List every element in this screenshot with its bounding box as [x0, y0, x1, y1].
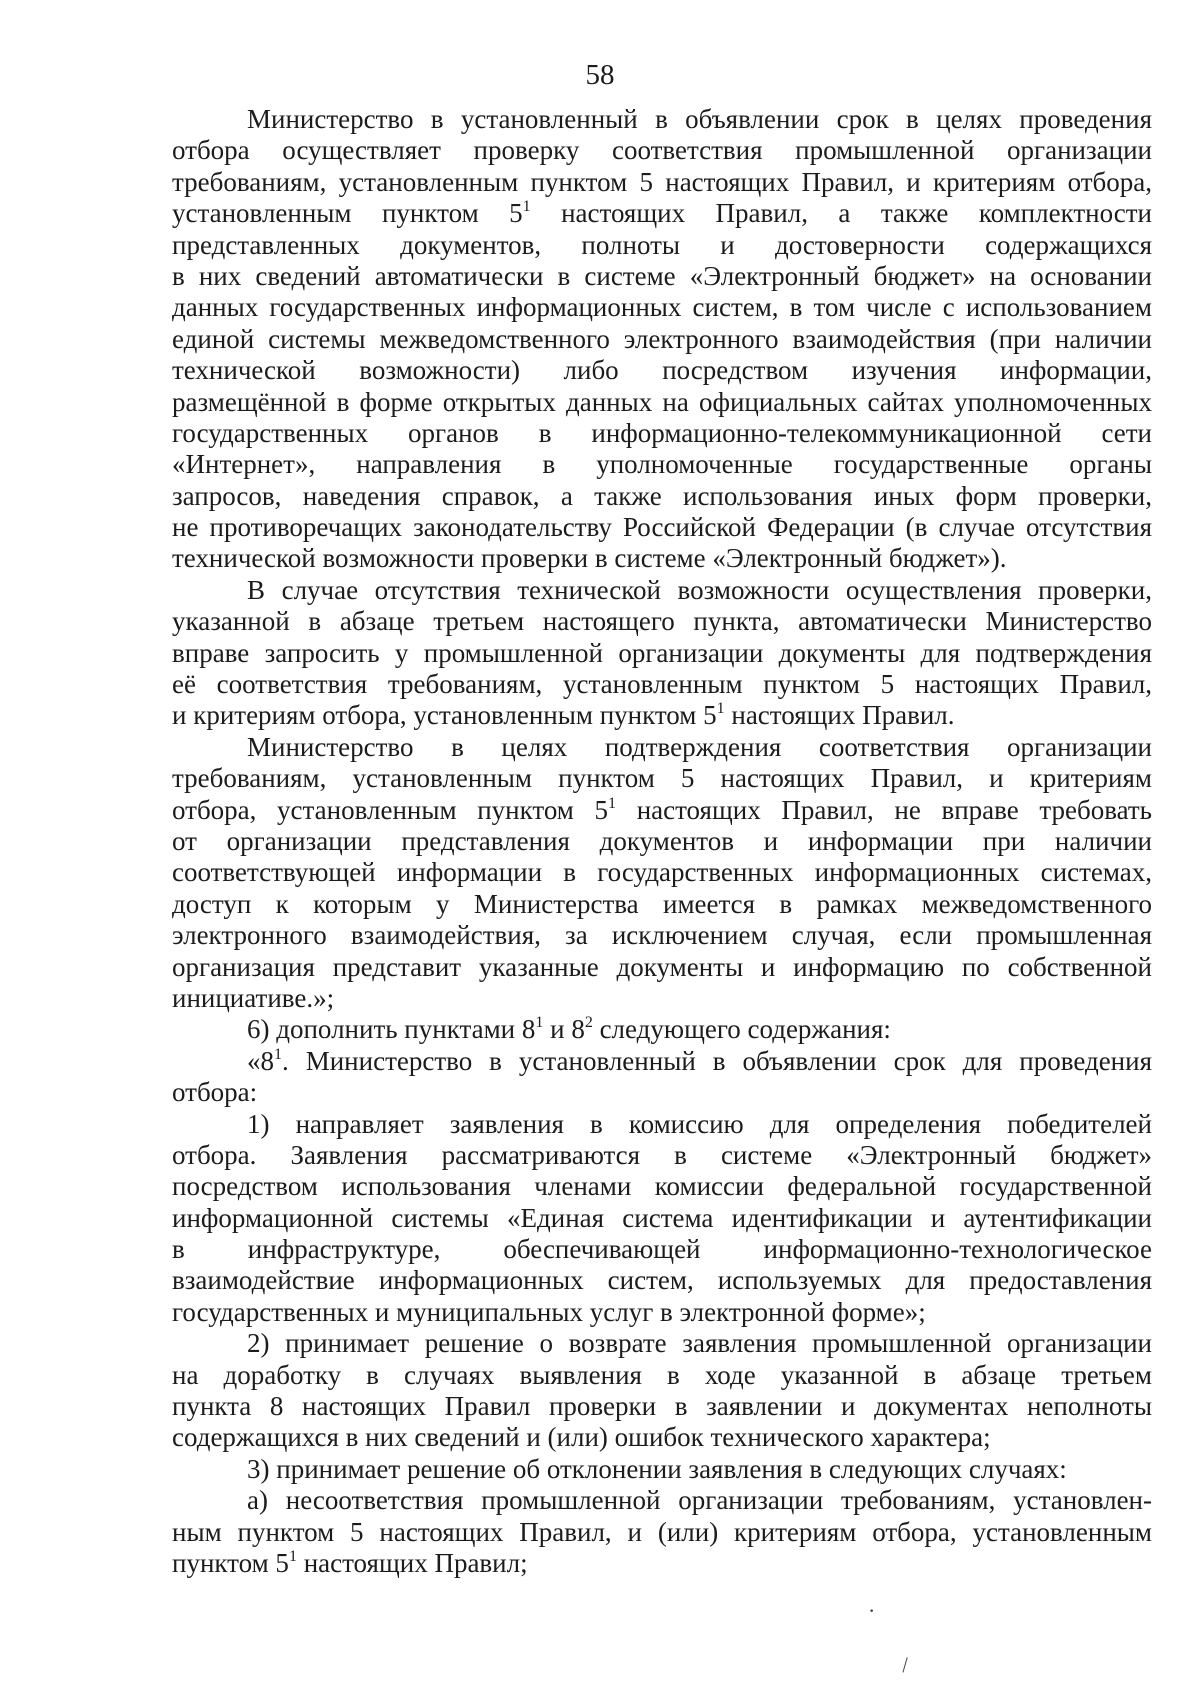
- line-text: данных государственных информационных систем, в том числе с использованием: [172, 292, 1152, 323]
- line-text: не противоречащих законодательству Российской Федерации (в случае отсутствия: [172, 512, 1152, 543]
- line-text: соответствующей информации в государственных информационных системах,: [172, 857, 1152, 888]
- text-line: [172, 543, 1152, 574]
- text-line: [172, 763, 1152, 794]
- superscript: 1: [288, 1547, 297, 1565]
- text-line: [172, 167, 1152, 198]
- text-line: [172, 1360, 1152, 1391]
- line-text: Министерство в целях подтверждения соответствия организации: [247, 731, 1152, 762]
- line-text: следующего содержания:: [592, 1014, 891, 1045]
- line-text: В случае отсутствия технической возможности осуществления проверки,: [247, 574, 1152, 605]
- line-text: посредством использования членами комиссии федеральной государственной: [172, 1171, 1152, 1202]
- line-text: отбора, установленным пунктом 5: [172, 794, 609, 825]
- line-text: пункта 8 настоящих Правил проверки в заявлении и документах неполноты: [172, 1391, 1152, 1422]
- paragraph: [172, 1485, 1152, 1579]
- text-line: [172, 983, 1152, 1014]
- text-line: [172, 1297, 1152, 1328]
- line-text: организация представит указанные документы и информацию по собственной: [172, 951, 1152, 982]
- line-text: содержащихся в них сведений и (или) ошибок технического характера;: [172, 1422, 991, 1453]
- line-text: в инфраструктуре, обеспечивающей информационно-технологическое: [172, 1234, 1152, 1265]
- superscript: 2: [584, 1014, 593, 1032]
- scan-stroke: \: [895, 1652, 916, 1677]
- text-line: [172, 104, 1152, 135]
- text-line: [172, 1046, 1152, 1077]
- line-text: представленных документов, полноты и достоверности содержащихся: [172, 229, 1152, 260]
- page-number: 58: [585, 59, 615, 91]
- line-text: ным пунктом 5 настоящих Правил, и (или) критериям отбора, установленным: [172, 1516, 1152, 1547]
- text-line: [172, 198, 1152, 229]
- line-text: 6) дополнить пунктами 8: [247, 1014, 536, 1045]
- text-line: [172, 669, 1152, 700]
- paragraph: [172, 575, 1152, 732]
- line-text: указанной в абзаце третьем настоящего пункта, автоматически Министерство: [172, 606, 1152, 637]
- line-text: технической возможности) либо посредством изучения информации,: [172, 355, 1152, 386]
- line-text: установленным пунктом 5: [172, 198, 523, 229]
- line-text: единой системы межведомственного электронного взаимодействия (при наличии: [172, 323, 1152, 354]
- line-text: требованиям, установленным пунктом 5 настоящих Правил, и критериям отбора,: [172, 166, 1152, 197]
- line-text: отбора. Заявления рассматриваются в системе «Электронный бюджет»: [172, 1139, 1152, 1170]
- line-text: 2) принимает решение о возврате заявления промышленной организации: [247, 1328, 1152, 1359]
- text-line: [172, 292, 1152, 323]
- text-line: [172, 1328, 1152, 1359]
- paragraph: [172, 104, 1152, 575]
- line-text: запросов, наведения справок, а также использования иных форм проверки,: [172, 480, 1152, 511]
- paragraph: [172, 732, 1152, 1015]
- text-line: [172, 1014, 1152, 1045]
- paragraph: [172, 1109, 1152, 1329]
- superscript: 1: [274, 1045, 282, 1063]
- line-text: 3) принимает решение об отклонении заявления в следующих случаях:: [247, 1453, 1067, 1484]
- text-line: [172, 449, 1152, 480]
- line-text: . Министерство в установленный в объявлении срок для проведения: [282, 1045, 1152, 1076]
- text-line: [172, 732, 1152, 763]
- text-line: [172, 1140, 1152, 1171]
- superscript: 1: [535, 1014, 544, 1032]
- line-text: пунктом 5: [172, 1547, 289, 1578]
- line-text: её соответствия требованиям, установленным пунктом 5 настоящих Правил,: [172, 669, 1152, 700]
- line-text: 1) направляет заявления в комиссию для определения победителей: [247, 1108, 1152, 1139]
- text-line: [172, 826, 1152, 857]
- text-line: [172, 1485, 1152, 1516]
- text-line: [172, 1517, 1152, 1548]
- text-line: [172, 1391, 1152, 1422]
- line-text: государственных органов в информационно-телекоммуникационной сети: [172, 417, 1152, 448]
- line-text: и 8: [543, 1014, 585, 1045]
- line-text: технической возможности проверки в системе «Электронный бюджет»).: [172, 543, 1007, 574]
- text-line: [172, 1454, 1152, 1485]
- paragraph: [172, 1328, 1152, 1454]
- text-line: [172, 355, 1152, 386]
- paragraph: [172, 1454, 1152, 1485]
- document-body: [172, 104, 1152, 1579]
- text-line: [172, 920, 1152, 951]
- line-text: требованиям, установленным пунктом 5 настоящих Правил, и критериям: [172, 763, 1152, 794]
- line-text: Министерство в установленный в объявлении срок в целях проведения: [247, 104, 1152, 134]
- text-line: [172, 1109, 1152, 1140]
- text-line: [172, 1234, 1152, 1265]
- superscript: 1: [716, 700, 725, 718]
- line-text: доступ к которым у Министерства имеется в рамках межведомственного: [172, 888, 1152, 919]
- line-text: а) несоответствия промышленной организации требованиям, установлен-: [247, 1485, 1152, 1516]
- paragraph: [172, 1046, 1152, 1109]
- text-line: [172, 1077, 1152, 1108]
- line-text: инициативе.»;: [172, 982, 335, 1013]
- text-line: [172, 952, 1152, 983]
- text-line: [172, 324, 1152, 355]
- text-line: [172, 261, 1152, 292]
- line-text: настоящих Правил, не вправе требовать: [616, 794, 1152, 825]
- text-line: [172, 889, 1152, 920]
- line-text: в них сведений автоматически в системе «Электронный бюджет» на основании: [172, 260, 1152, 291]
- line-text: государственных и муниципальных услуг в электронной форме»;: [172, 1296, 926, 1327]
- text-line: [172, 857, 1152, 888]
- text-line: [172, 387, 1152, 418]
- superscript: 1: [522, 198, 531, 216]
- text-line: [172, 700, 1152, 731]
- text-line: [172, 230, 1152, 261]
- text-line: [172, 575, 1152, 606]
- line-text: вправе запросить у промышленной организации документы для подтверждения: [172, 637, 1152, 668]
- line-text: размещённой в форме открытых данных на официальных сайтах уполномоченных: [172, 386, 1152, 417]
- line-text: от организации представления документов и информации при наличии: [172, 825, 1152, 856]
- superscript: 1: [608, 794, 617, 812]
- paragraph: [172, 1014, 1152, 1045]
- line-text: настоящих Правил, а также комплектности: [530, 198, 1152, 229]
- scan-dot: ·: [868, 1598, 876, 1623]
- line-text: «Интернет», направления в уполномоченные государственные органы: [172, 449, 1152, 480]
- text-line: [172, 1203, 1152, 1234]
- text-line: [172, 135, 1152, 166]
- line-text: «8: [247, 1045, 274, 1076]
- text-line: [172, 512, 1152, 543]
- line-text: настоящих Правил.: [724, 700, 955, 731]
- text-line: [172, 1422, 1152, 1453]
- line-text: и критериям отбора, установленным пунктом 5: [172, 700, 717, 731]
- line-text: отбора осуществляет проверку соответствия промышленной организации: [172, 135, 1152, 166]
- line-text: информационной системы «Единая система идентификации и аутентификации: [172, 1202, 1152, 1233]
- line-text: на доработку в случаях выявления в ходе указанной в абзаце третьем: [172, 1359, 1152, 1390]
- text-line: [172, 481, 1152, 512]
- text-line: [172, 795, 1152, 826]
- line-text: взаимодействие информационных систем, используемых для предоставления: [172, 1265, 1152, 1296]
- text-line: [172, 606, 1152, 637]
- text-line: [172, 1265, 1152, 1296]
- line-text: настоящих Правил;: [296, 1547, 528, 1578]
- line-text: электронного взаимодействия, за исключением случая, если промышленная: [172, 920, 1152, 951]
- text-line: [172, 638, 1152, 669]
- text-line: [172, 1548, 1152, 1579]
- text-line: [172, 1171, 1152, 1202]
- line-text: отбора:: [172, 1077, 258, 1108]
- text-line: [172, 418, 1152, 449]
